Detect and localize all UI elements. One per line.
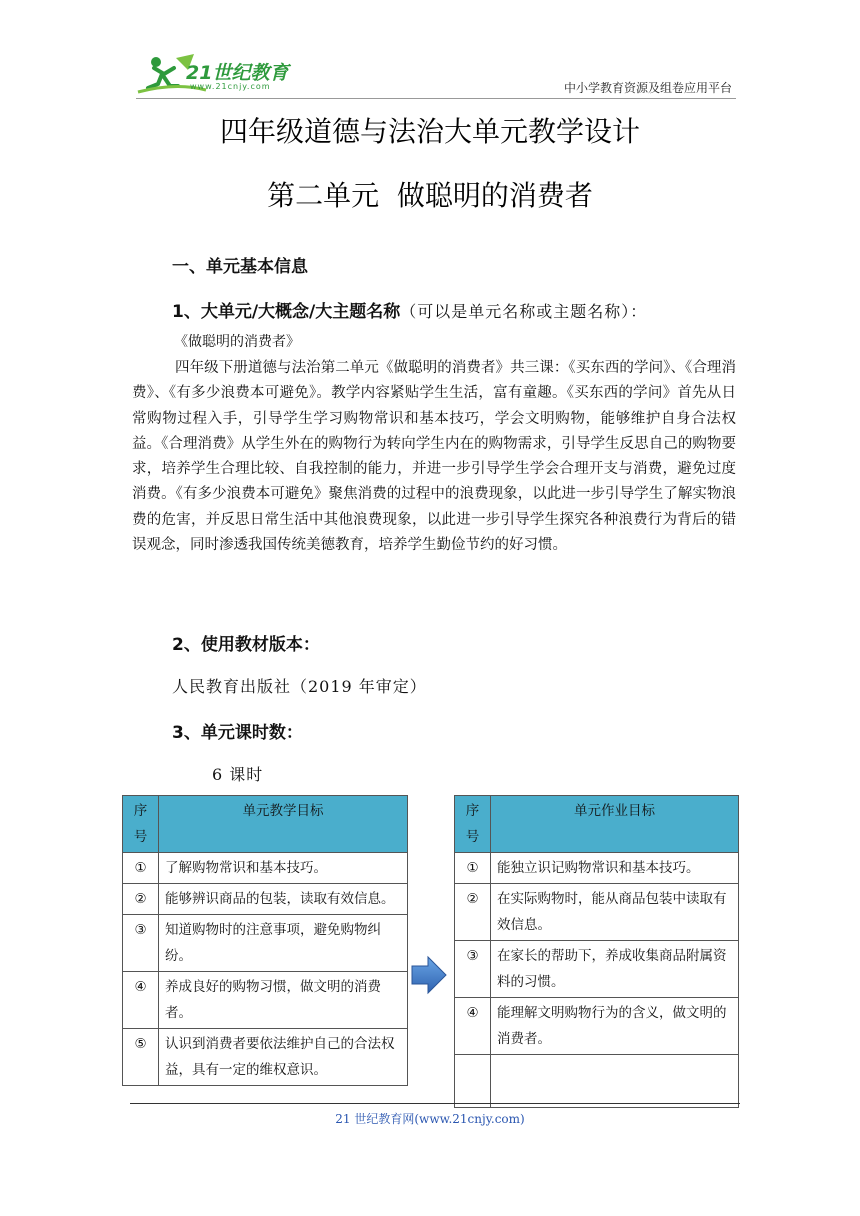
right-arrow-icon: [410, 955, 448, 995]
page-title: 四年级道德与法治大单元教学设计: [219, 115, 640, 148]
row-text: 能够辨识商品的包装，读取有效信息。: [159, 884, 408, 915]
item2-value: 人民教育出版社（2019 年审定）: [172, 677, 427, 696]
table-header-row: [123, 796, 408, 853]
item1-heading: [172, 297, 647, 322]
unit-description: 四年级下册道德与法治第二单元《做聪明的消费者》共三课：《买东西的学问》、《合理消费》、《有多少浪费本可避免》。教学内容紧贴学生生活，富有童趣。《买东西的学问》首先从日常购物过程入手，引导学生学习购物常识和基本技巧，学会文明购物，能够维护自身合法权益。《合理消费》从学生外在的购物行为转向学生内在的购物需求，引导学生反思自己的购物要求，培养学生合理比较、自我控制的能力，并进一步引导学生学会合理开支与消费，避免过度消费。《有多少浪费本可避免》聚焦消费的过程中的浪费现象，以此进一步引导学生了解实物浪费的危害，并反思日常生活中其他浪费现象，以此进一步引导学生探究各种浪费行为背后的错误观念，同时渗透我国传统美德教育，培养学生勤俭节约的好习惯。: [132, 360, 736, 554]
logo-url: www.21cnjy.com: [190, 82, 271, 91]
col-goal-header: 单元作业目标: [491, 796, 739, 853]
row-num: ①: [123, 853, 159, 884]
row-num: ②: [455, 884, 491, 941]
row-num: ③: [123, 915, 159, 972]
table-row: [123, 972, 408, 1029]
header-divider: [136, 98, 736, 99]
row-num: ③: [455, 941, 491, 998]
homework-goals-table: [454, 795, 739, 1108]
platform-text: 中小学教育资源及组卷应用平台: [563, 81, 732, 95]
row-text: 在实际购物时，能从商品包装中读取有效信息。: [491, 884, 739, 941]
row-num: ④: [455, 998, 491, 1055]
item1-value: 《做聪明的消费者》: [174, 334, 300, 350]
col-num-header: 序号: [123, 796, 159, 853]
row-num: ①: [455, 853, 491, 884]
row-num: ②: [123, 884, 159, 915]
row-text: 养成良好的购物习惯，做文明的消费者。: [159, 972, 408, 1029]
table-row: [123, 853, 408, 884]
row-text: 认识到消费者要依法维护自己的合法权益，具有一定的维权意识。: [159, 1029, 408, 1086]
table-row: [123, 884, 408, 915]
logo-text: 21世纪教育: [186, 62, 289, 84]
item3-heading: 3、单元课时数：: [172, 723, 303, 743]
table-header-row: [455, 796, 739, 853]
table-row: [455, 1055, 739, 1108]
row-text: 能独立识记购物常识和基本技巧。: [491, 853, 739, 884]
logo: [136, 52, 308, 94]
page-subtitle: 第二单元 做聪明的消费者: [267, 179, 593, 212]
row-num: ④: [123, 972, 159, 1029]
section-heading: 一、单元基本信息: [172, 257, 308, 277]
row-text: 能理解文明购物行为的含义，做文明的消费者。: [491, 998, 739, 1055]
item1-heading-text: 1、大单元/大概念/大主题名称: [172, 302, 401, 322]
table-row: [455, 998, 739, 1055]
row-num: [455, 1055, 491, 1108]
footer-text: 21 世纪教育网(www.21cnjy.com): [335, 1112, 525, 1126]
item2-heading: 2、使用教材版本：: [172, 635, 320, 655]
col-num-header: 序号: [455, 796, 491, 853]
table-row: [455, 853, 739, 884]
footer-divider: [130, 1103, 740, 1104]
item1-heading-note: （可以是单元名称或主题名称）：: [400, 302, 648, 321]
table-row: [123, 915, 408, 972]
row-text: 知道购物时的注意事项，避免购物纠纷。: [159, 915, 408, 972]
table-row: [455, 941, 739, 998]
teaching-goals-table: [122, 795, 408, 1086]
row-text: 了解购物常识和基本技巧。: [159, 853, 408, 884]
row-text: [491, 1055, 739, 1108]
table-row: [123, 1029, 408, 1086]
table-row: [455, 884, 739, 941]
col-goal-header: 单元教学目标: [159, 796, 408, 853]
item3-value: 6 课时: [212, 765, 264, 784]
row-num: ⑤: [123, 1029, 159, 1086]
row-text: 在家长的帮助下，养成收集商品附属资料的习惯。: [491, 941, 739, 998]
